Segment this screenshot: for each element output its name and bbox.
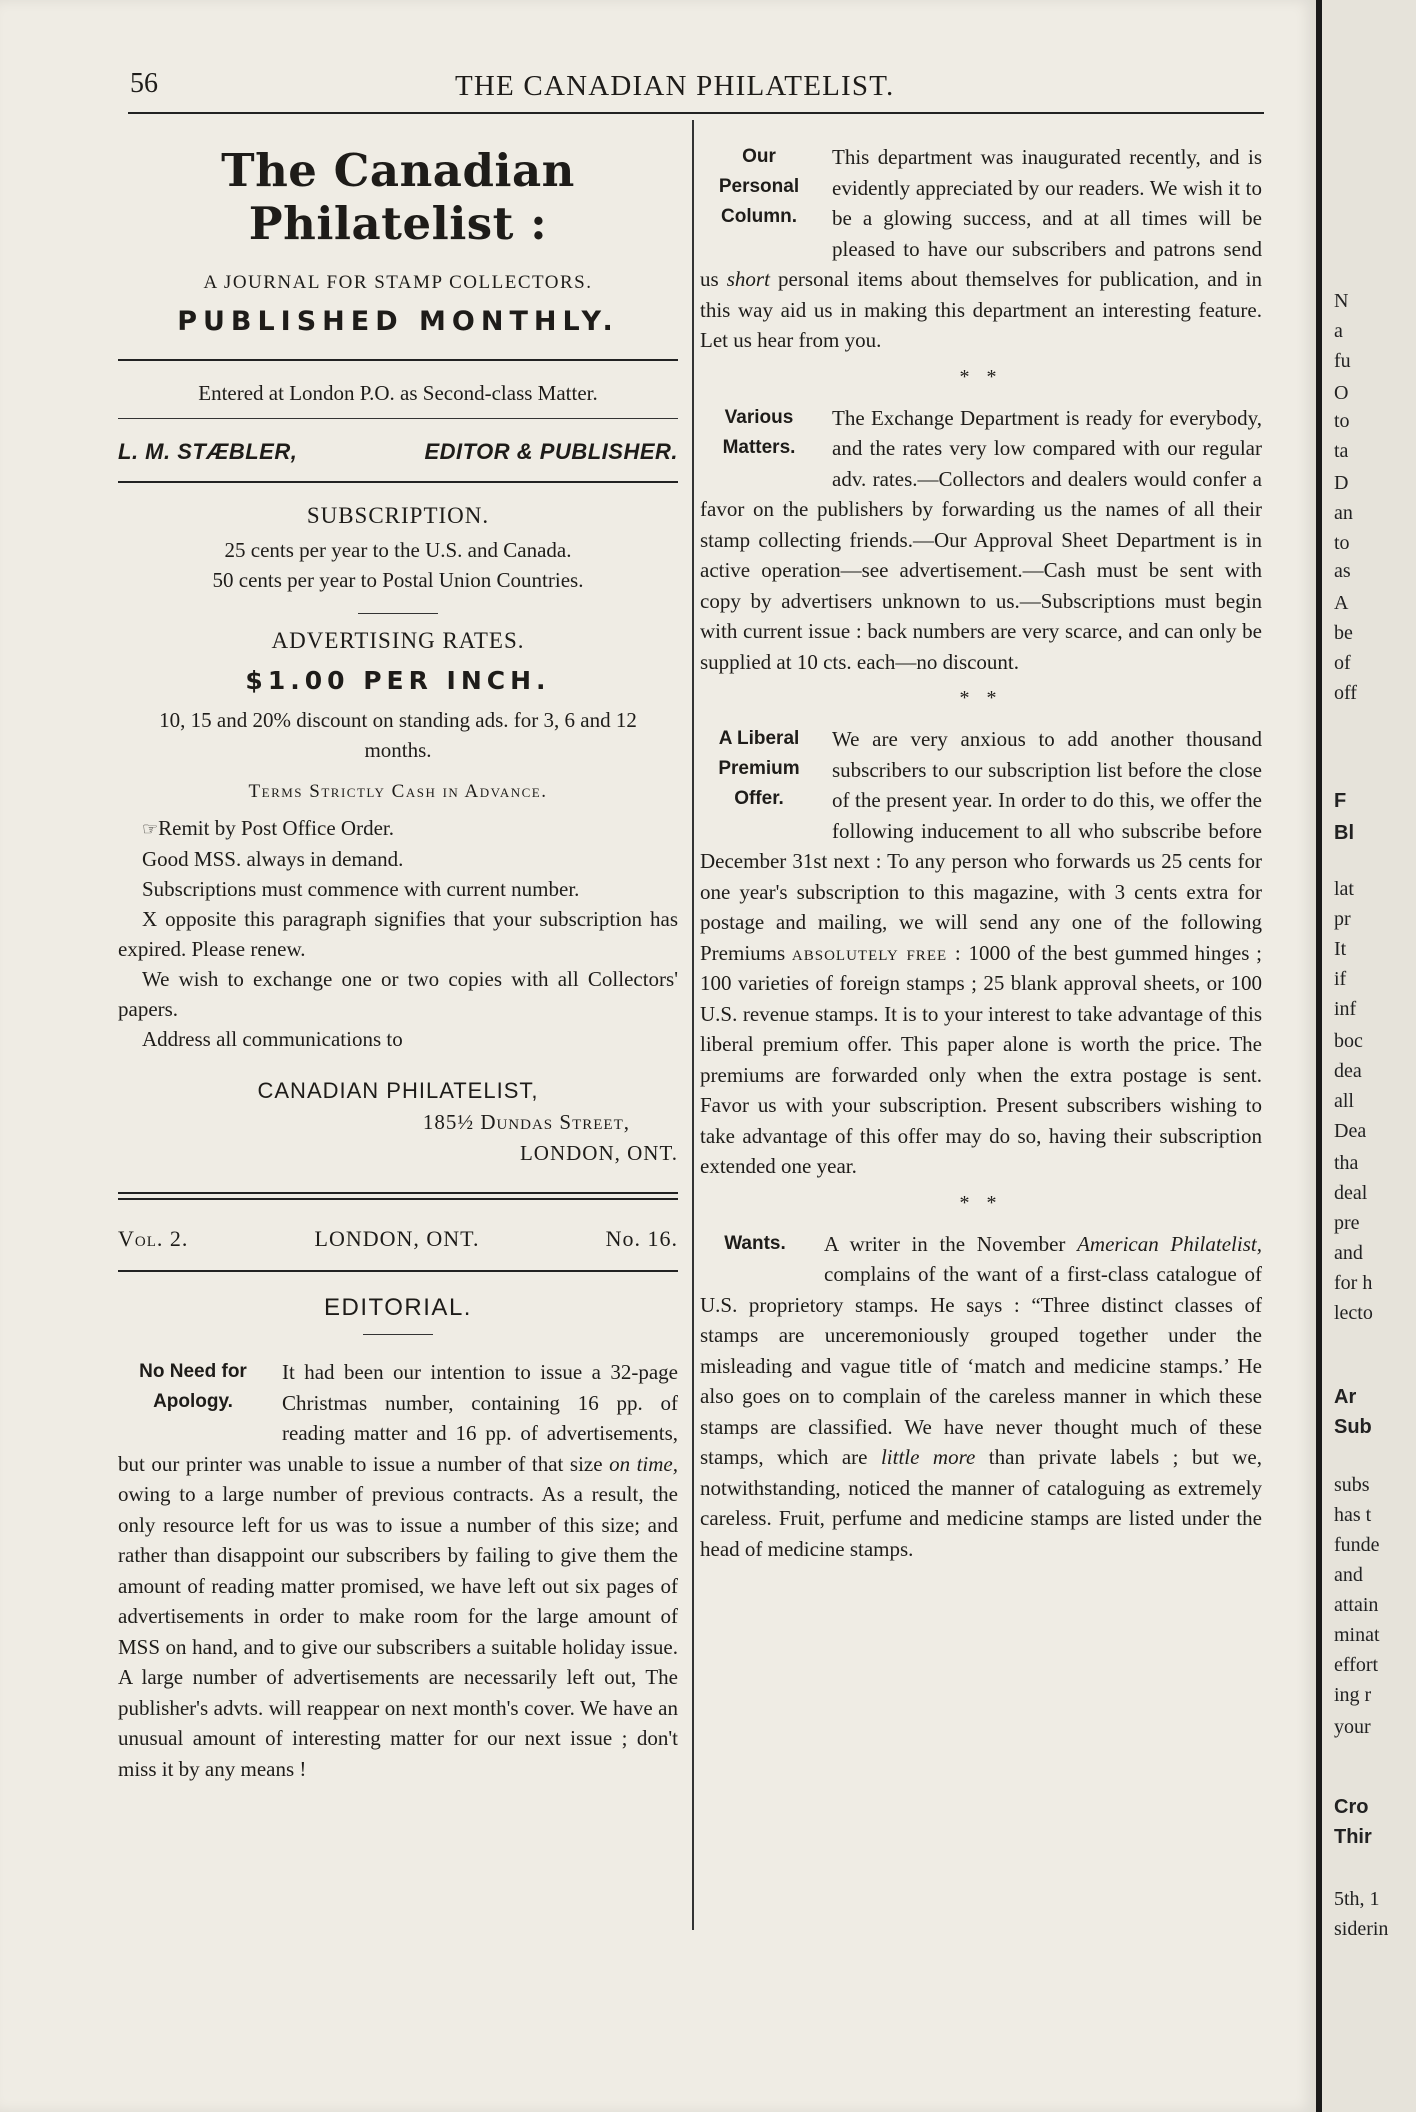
adjacent-page-fragment: your	[1334, 1716, 1371, 1738]
adjacent-page-fragment: It	[1334, 938, 1347, 960]
adjacent-page-fragment: inf	[1334, 998, 1357, 1020]
article-premium: A Liberal Premium Offer. We are very anxious to add another thousand subscribers to our subscription list before the close of the present year. In order to do this, we offer the following inducement to all who subscribe before December 31st next : To any person who forwards us 25 cents for one year's subscription to this magazine, with 3 cents extra for postage and mailing, we will send any one of the following Premiums absolutely free : 1000 of the best gummed hinges ; 100 varieties of foreign stamps ; 25 blank approval sheets, or 100 U.S. revenue stamps. It is to your interest to take advantage of this liberal premium offer. This paper alone is worth the price. The premiums are forwarded only when the extra postage is sent. Favor us with your subscription. Present subscribers wishing to take advantage of this offer may do so, having their subscription extended one year.	[700, 724, 1262, 1182]
masthead-title: The Canadian Philatelist :	[221, 144, 575, 250]
adjacent-page-fragment: tha	[1334, 1152, 1359, 1174]
adjacent-page-fragment: all	[1334, 1090, 1354, 1112]
adjacent-page-fragment: 5th, 1	[1334, 1888, 1380, 1910]
editorial-heading: EDITORIAL.	[324, 1294, 472, 1321]
advertising-discount: 10, 15 and 20% discount on standing ads. for 3, 6 and 12 months.	[159, 708, 637, 762]
issue-number: No. 16.	[605, 1226, 678, 1251]
adjacent-page-fragment: fu	[1334, 350, 1351, 372]
adjacent-page-fragment: dea	[1334, 1060, 1362, 1082]
asterism: * *	[959, 1191, 1003, 1214]
adjacent-page-fragment: for h	[1334, 1272, 1373, 1294]
address-intro: Address all communications to	[142, 1027, 403, 1051]
issue-place: LONDON, ONT.	[314, 1226, 480, 1251]
page-number: 56	[130, 68, 158, 99]
column-divider	[692, 120, 694, 1930]
article-personal: Our Personal Column. This department was inaugurated recently, and is evidently appreciated by our readers. We wish it to be a glowing success, and at all times will be pleased to have our subscribers and patrons send us short personal items about themselves for publication, and in this way aid us in making this department an interesting feature. Let us hear from you.	[700, 142, 1262, 356]
adjacent-page-fragment: A	[1334, 592, 1349, 614]
adjacent-page-fragment: Sub	[1334, 1416, 1372, 1438]
adjacent-page-fragment: has t	[1334, 1504, 1372, 1526]
terms-notice: Terms Strictly Cash in Advance.	[248, 781, 548, 802]
article-wants: Wants. A writer in the November American Philatelist, complains of the want of a first-class catalogue of U.S. proprietory stamps. He says : “Three distinct classes of stamps are unceremoniously grouped together under the misleading and vague title of ‘match and medicine stamps.’ He also goes on to complain of the careless manner in which these stamps are classified. We have never thought much of these stamps, which are little more than private labels ; but we, notwithstanding, noticed the manner of cataloguing as extremely careless. Fruit, perfume and medicine stamps are listed under the head of medicine stamps.	[700, 1229, 1262, 1565]
adjacent-page-fragment: Dea	[1334, 1120, 1367, 1142]
remit-notice: ☞Remit by Post Office Order.	[142, 816, 394, 840]
article-heading: A Liberal Premium Offer.	[718, 728, 800, 809]
adjacent-page-fragment: of	[1334, 652, 1351, 674]
article-heading: Various Matters.	[722, 406, 796, 458]
editor-line	[118, 439, 678, 465]
adjacent-page-fragment: to	[1334, 410, 1350, 432]
advertising-heading: ADVERTISING RATES.	[271, 628, 525, 653]
adjacent-page-fragment: Ar	[1334, 1386, 1357, 1408]
adjacent-page-fragment: effort	[1334, 1654, 1379, 1676]
left-column	[118, 128, 678, 1784]
subscription-line: 50 cents per year to Postal Union Countries.	[212, 568, 584, 592]
adjacent-page-fragment: funde	[1334, 1534, 1380, 1556]
editor-name: L. M. STÆBLER,	[118, 439, 298, 464]
adjacent-page-fragment: D	[1334, 472, 1349, 494]
adjacent-page-fragment: lecto	[1334, 1302, 1373, 1324]
divider	[118, 1270, 678, 1272]
adjacent-page-fragment: Cro	[1334, 1796, 1369, 1818]
adjacent-page-edge	[1316, 0, 1416, 2112]
masthead-subtitle: A JOURNAL FOR STAMP COLLECTORS.	[203, 272, 593, 293]
adjacent-page-fragment: Bl	[1334, 822, 1354, 844]
divider	[118, 418, 678, 419]
adjacent-page-fragment: boc	[1334, 1030, 1363, 1052]
adjacent-page-fragment: off	[1334, 682, 1357, 704]
adjacent-page-fragment: minat	[1334, 1624, 1380, 1646]
adjacent-page-fragment: and	[1334, 1242, 1363, 1264]
advertising-rate: $1.00 PER INCH.	[245, 666, 551, 695]
article-various: Various Matters. The Exchange Department is ready for everybody, and the rates very low compared with our regular adv. rates.—Collectors and dealers would confer a favor on the publishers by forwarding us the names of all their stamp collecting friends.—Our Approval Sheet Department is in active operation—see advertisement.—Cash must be sent with copy by advertisers unknown to us.—Subscriptions must begin with current issue : back numbers are very scarce, and can only be supplied at 10 cts. each—no discount.	[700, 403, 1262, 678]
header-rule	[128, 112, 1264, 114]
divider	[118, 481, 678, 483]
article-heading: Wants.	[724, 1232, 786, 1254]
adjacent-page-fragment: an	[1334, 502, 1353, 524]
adjacent-page-fragment: and	[1334, 1564, 1363, 1586]
exchange-notice: We wish to exchange one or two copies with all Collectors' papers.	[118, 967, 678, 1021]
subscription-line: 25 cents per year to the U.S. and Canada.	[224, 538, 572, 562]
running-head: THE CANADIAN PHILATELIST.	[455, 70, 895, 102]
adjacent-page-fragment: Thir	[1334, 1826, 1372, 1848]
asterism: * *	[959, 687, 1003, 709]
adjacent-page-fragment: a	[1334, 320, 1343, 342]
mailing-name: CANADIAN PHILATELIST,	[257, 1078, 539, 1103]
adjacent-page-fragment: if	[1334, 968, 1347, 990]
article-heading: No Need for Apology.	[139, 1361, 247, 1412]
adjacent-page-fragment: deal	[1334, 1182, 1368, 1204]
adjacent-page-fragment: subs	[1334, 1474, 1370, 1496]
commence-notice: Subscriptions must commence with current number.	[142, 877, 580, 901]
mailing-city: LONDON, ONT.	[519, 1141, 678, 1165]
asterism: * *	[959, 365, 1003, 388]
article-heading: Our Personal Column.	[718, 146, 800, 227]
short-rule	[363, 1334, 433, 1335]
expired-notice: X opposite this paragraph signifies that your subscription has expired. Please renew.	[118, 907, 678, 961]
issue-line	[118, 1226, 678, 1252]
adjacent-page-fragment: as	[1334, 560, 1351, 582]
adjacent-page-fragment: ing r	[1334, 1684, 1372, 1706]
adjacent-page-fragment: N	[1334, 290, 1349, 312]
adjacent-page-fragment: be	[1334, 622, 1353, 644]
editor-role: EDITOR & PUBLISHER.	[424, 439, 678, 464]
adjacent-page-fragment: siderin	[1334, 1918, 1389, 1940]
short-rule	[358, 613, 438, 614]
adjacent-page-fragment: O	[1334, 382, 1349, 404]
article-no-need: No Need for Apology. It had been our intention to issue a 32-page Christmas number, containing 16 pp. of reading matter and 16 pp. of advertisements, but our printer was unable to issue a number of that size on time, owing to a large number of previous contracts. As a result, the only resource left for us was to issue a number of this size; and rather than disappoint our subscribers by failing to give them the amount of reading matter promised, we have left out six pages of advertisements in order to make room for the large amount of MSS on hand, and to give our subscribers a suitable holiday issue. A large number of advertisements are necessarily left out, The publisher's advts. will reappear on next month's cover. We have an unusual amount of interesting matter for our next issue ; don't miss it by any means !	[118, 1357, 678, 1784]
adjacent-page-fragment: lat	[1334, 878, 1354, 900]
adjacent-page-fragment: F	[1334, 790, 1347, 812]
pointing-hand-icon: ☞	[142, 819, 159, 839]
subscription-heading: SUBSCRIPTION.	[306, 503, 490, 528]
right-column	[700, 142, 1262, 1564]
adjacent-page-fragment: pre	[1334, 1212, 1360, 1234]
double-rule	[118, 1192, 678, 1200]
volume-label: Vol. 2.	[118, 1226, 189, 1251]
entered-notice: Entered at London P.O. as Second-class Matter.	[198, 381, 598, 405]
adjacent-page-fragment: ta	[1334, 440, 1349, 462]
mailing-street: 185½ Dundas Street,	[422, 1110, 630, 1134]
mss-notice: Good MSS. always in demand.	[142, 847, 404, 871]
adjacent-page-fragment: to	[1334, 532, 1350, 554]
masthead-frequency: PUBLISHED MONTHLY.	[177, 306, 619, 337]
adjacent-page-fragment: pr	[1334, 908, 1351, 930]
adjacent-page-fragment: attain	[1334, 1594, 1379, 1616]
divider	[118, 359, 678, 361]
